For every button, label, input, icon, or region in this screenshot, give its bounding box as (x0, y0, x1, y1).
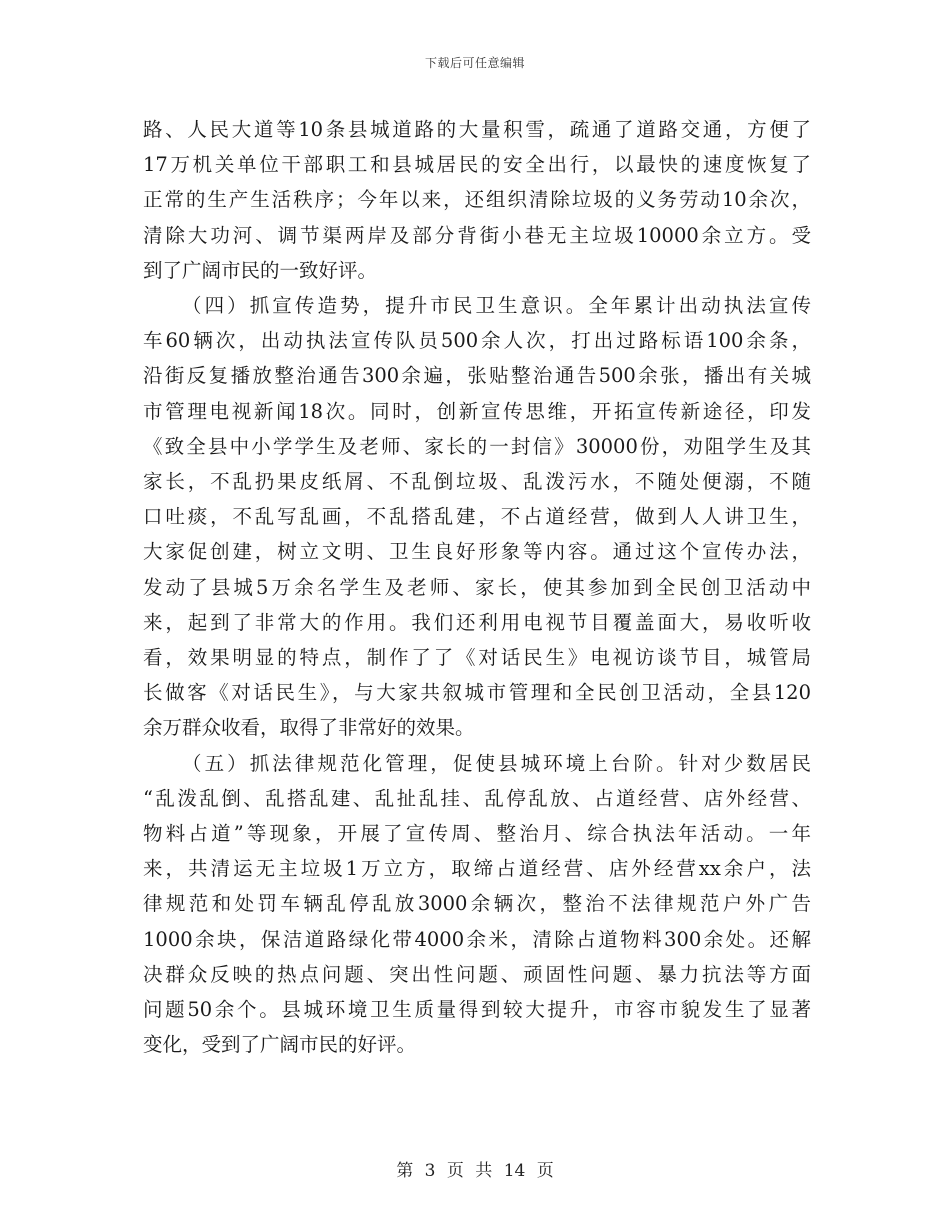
text-line: 问题50余个。县城环境卫生质量得到较大提升，市容市貌发生了显著 (143, 998, 811, 1022)
document-body (143, 112, 811, 1062)
page-footer: 第 3 页 共 14 页 (396, 1161, 554, 1181)
text-line: 路、人民大道等10条县城道路的大量积雪，疏通了道路交通，方便了 (143, 118, 811, 141)
text-line: 看，效果明显的特点，制作了了《对话民生》电视访谈节目，城管局 (143, 646, 811, 670)
text-line: 车60辆次，出动执法宣传队员500余人次，打出过路标语100余条， (143, 329, 811, 353)
text-line: 家长，不乱扔果皮纸屑、不乱倒垃圾、乱泼污水，不随处便溺，不随 (143, 470, 811, 494)
text-line: “乱泼乱倒、乱搭乱建、乱扯乱挂、乱停乱放、占道经营、店外经营、 (143, 786, 811, 810)
text-line: 物料占道”等现象，开展了宣传周、整治月、综合执法年活动。一年 (143, 822, 811, 846)
paragraph-2 (143, 288, 811, 746)
text-line: 来，共清运无主垃圾1万立方，取缔占道经营、店外经营xx余户，法 (143, 857, 811, 881)
text-line: 大家促创建，树立文明、卫生良好形象等内容。通过这个宣传办法， (143, 540, 811, 564)
text-line: 《致全县中小学学生及老师、家长的一封信》30000份，劝阻学生及其 (143, 434, 811, 458)
text-line: 余万群众收看，取得了非常好的效果。 (143, 716, 475, 740)
text-line: 市管理电视新闻18次。同时，创新宣传思维，开拓宣传新途径，印发 (143, 399, 811, 423)
text-line: 到了广阔市民的一致好评。 (143, 258, 378, 282)
text-line: 长做客《对话民生》，与大家共叙城市管理和全民创卫活动，全县120 (143, 681, 811, 705)
text-line: 17万机关单位干部职工和县城居民的安全出行，以最快的速度恢复了 (143, 153, 811, 177)
text-line: 正常的生产生活秩序；今年以来，还组织清除垃圾的义务劳动10余次， (143, 188, 811, 212)
text-line: 决群众反映的热点问题、突出性问题、顽固性问题、暴力抗法等方面 (143, 962, 811, 986)
text-line: 来，起到了非常大的作用。我们还利用电视节目覆盖面大，易收听收 (143, 610, 811, 634)
text-line: 1000余块，保洁道路绿化带4000余米，清除占道物料300余处。还解 (143, 927, 811, 951)
text-line: 沿街反复播放整治通告300余遍，张贴整治通告500余张，播出有关城 (143, 364, 811, 388)
text-line: （五）抓法律规范化管理，促使县城环境上台阶。针对少数居民 (182, 751, 811, 775)
text-line: 发动了县城5万余名学生及老师、家长，使其参加到全民创卫活动中 (143, 575, 811, 599)
text-line: 清除大功河、调节渠两岸及部分背街小巷无主垃圾10000余立方。受 (143, 223, 811, 247)
paragraph-1 (143, 112, 811, 288)
paragraph-3 (143, 746, 811, 1063)
text-line: 口吐痰，不乱写乱画，不乱搭乱建，不占道经营，做到人人讲卫生， (143, 505, 811, 529)
text-line: 变化，受到了广阔市民的好评。 (143, 1033, 417, 1057)
text-line: （四）抓宣传造势，提升市民卫生意识。全年累计出动执法宣传 (182, 294, 811, 318)
text-line: 律规范和处罚车辆乱停乱放3000余辆次，整治不法律规范户外广告 (143, 892, 811, 916)
page-header: 下载后可任意编辑 (424, 56, 525, 70)
